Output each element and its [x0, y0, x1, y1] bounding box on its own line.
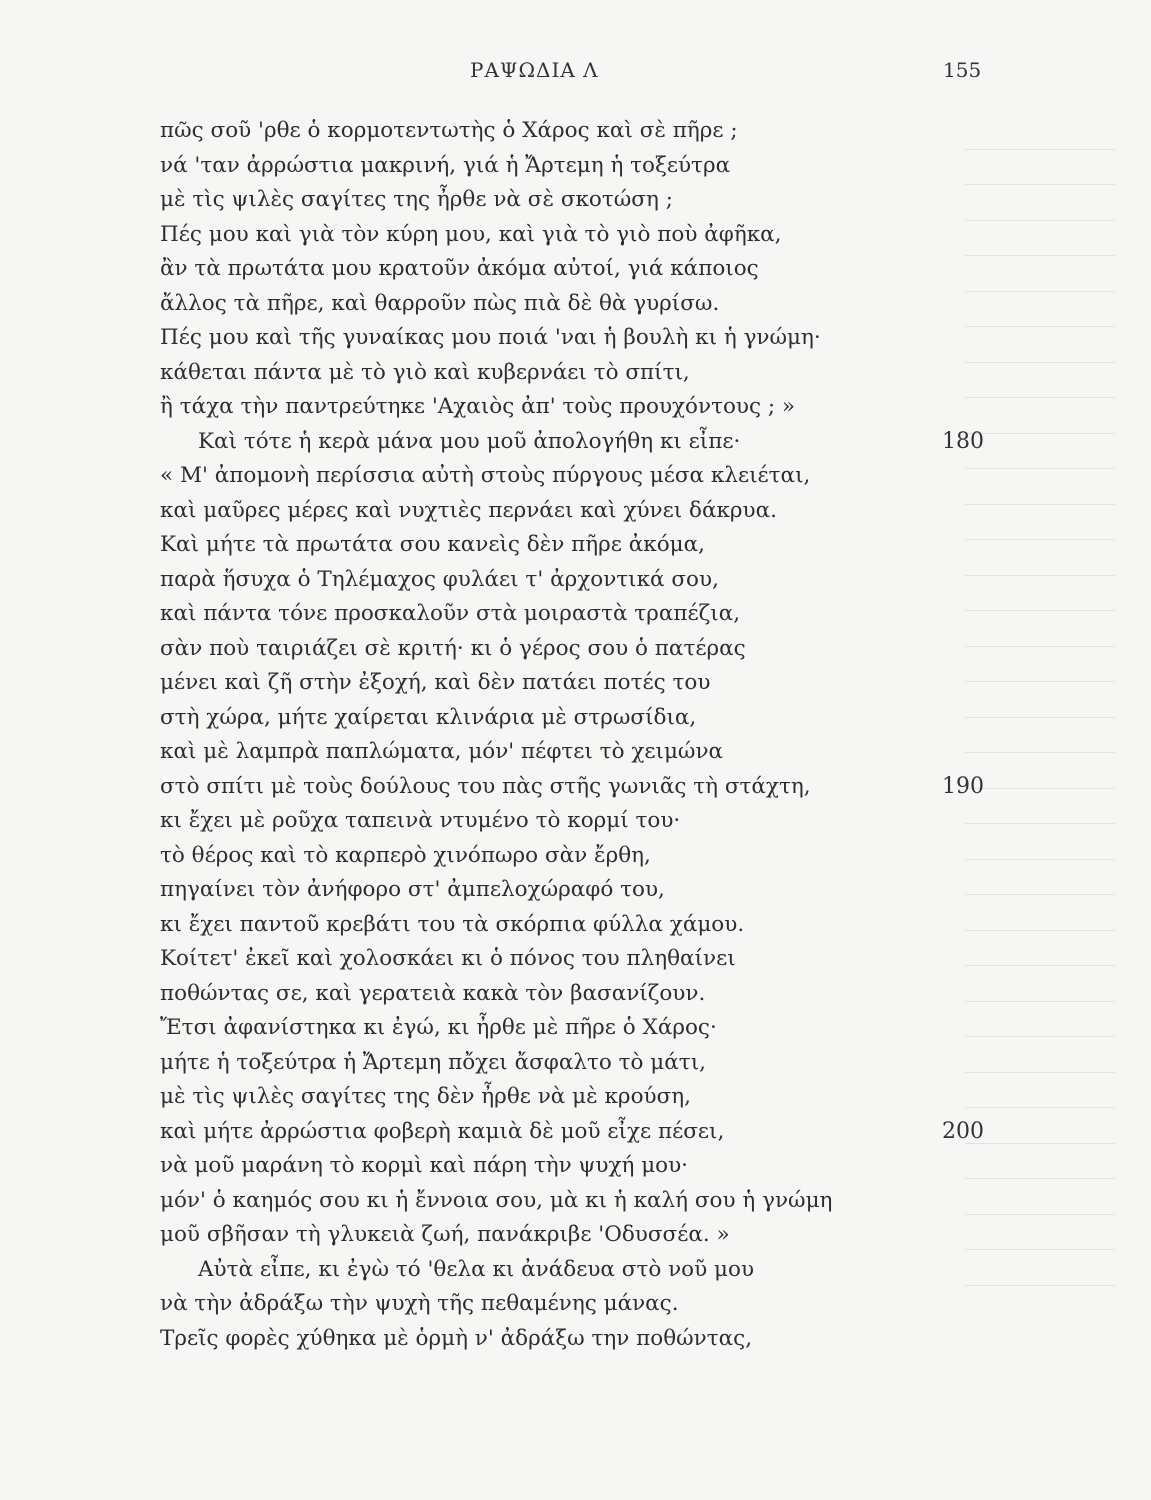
verse-line: [160, 356, 1000, 391]
verse-text: ἢ τάχα τὴν παντρεύτηκε 'Αχαιὸς ἀπ' τοὺς προυχόντους ; »: [160, 394, 796, 419]
verse-text: νὰ τὴν ἀδράξω τὴν ψυχὴ τῆς πεθαμένης μάνας.: [160, 1291, 679, 1316]
verse-text: « Μ' ἀπομονὴ περίσσια αὐτὴ στοὺς πύργους μέσα κλειέται,: [160, 463, 811, 488]
verse-text: τὸ θέρος καὶ τὸ καρπερὸ χινόπωρο σὰν ἔρθη,: [160, 842, 651, 868]
verse-text: καὶ μὲ λαμπρὰ παπλώματα, μόν' πέφτει τὸ χειμώνα: [160, 739, 724, 764]
verse-line: [160, 1322, 1000, 1357]
verse-text: ποθώντας σε, καὶ γερατειὰ κακὰ τὸν βασανίζουν.: [160, 980, 706, 1006]
verse-text: κάθεται πάντα μὲ τὸ γιὸ καὶ κυβερνάει τὸ σπίτι,: [160, 359, 690, 385]
line-number: 180: [942, 428, 984, 454]
verse-line: [160, 770, 1000, 805]
verse-line: [160, 218, 1000, 253]
page-header: [0, 58, 1151, 92]
verse-line: [160, 252, 1000, 287]
verse-text: πῶς σοῦ 'ρθε ὁ κορμοτεντωτὴς ὁ Χάρος καὶ σὲ πῆρε ;: [160, 118, 738, 143]
verse-text: μοῦ σβῆσαν τὴ γλυκειὰ ζωή, πανάκριβε 'Οδυσσέα. »: [160, 1222, 730, 1247]
verse-text: καὶ πάντα τόνε προσκαλοῦν στὰ μοιραστὰ τραπέζια,: [160, 601, 741, 626]
verse-line: [160, 1080, 1000, 1115]
verse-text: καὶ μήτε ἀρρώστια φοβερὴ καμιὰ δὲ μοῦ εἶχε πέσει,: [160, 1118, 725, 1144]
verse-line: [160, 1287, 1000, 1322]
verse-line: [160, 183, 1000, 218]
verse-line: [160, 908, 1000, 943]
verse-line: [160, 149, 1000, 184]
verse-text: μόν' ὁ καημός σου κι ἡ ἔννοια σου, μὰ κι ἡ καλή σου ἡ γνώμη: [160, 1187, 833, 1213]
verse-text: μήτε ἡ τοξεύτρα ἡ Ἄρτεμη πὄχει ἄσφαλτο τὸ μάτι,: [160, 1049, 706, 1075]
verse-text: Πές μου καὶ γιὰ τὸν κύρη μου, καὶ γιὰ τὸ γιὸ ποὺ ἀφῆκα,: [160, 221, 782, 247]
verse-text: μένει καὶ ζῆ στὴν ἐξοχή, καὶ δὲν πατάει ποτές του: [160, 670, 711, 695]
verse-text: νὰ μοῦ μαράνη τὸ κορμὶ καὶ πάρη τὴν ψυχή μου·: [160, 1153, 689, 1178]
verse-line: [160, 114, 1000, 149]
verse-line: [160, 459, 1000, 494]
verse-line: [160, 321, 1000, 356]
verse-text: Ἔτσι ἀφανίστηκα κι ἐγώ, κι ἦρθε μὲ πῆρε ὁ Χάρος·: [160, 1015, 717, 1040]
verse-text: κι ἔχει μὲ ροῦχα ταπεινὰ ντυμένο τὸ κορμί του·: [160, 808, 681, 833]
verse-line: [160, 528, 1000, 563]
verse-line: [160, 390, 1000, 425]
verse-line: [160, 1218, 1000, 1253]
verse-text: Καὶ μήτε τὰ πρωτάτα σου κανεὶς δὲν πῆρε ἀκόμα,: [160, 532, 706, 557]
verse-line: [160, 494, 1000, 529]
page-number: 155: [943, 58, 982, 82]
verse-line: [160, 977, 1000, 1012]
verse-text: Πές μου καὶ τῆς γυναίκας μου ποιά 'ναι ἡ βουλὴ κι ἡ γνώμη·: [160, 325, 821, 350]
verse-line: [160, 563, 1000, 598]
verse-text: σὰν ποὺ ταιριάζει σὲ κριτή· κι ὁ γέρος σου ὁ πατέρας: [160, 635, 746, 661]
verse-line: [160, 701, 1000, 736]
verse-text: μὲ τὶς ψιλὲς σαγίτες της ἦρθε νὰ σὲ σκοτώση ;: [160, 187, 673, 212]
line-number: 190: [942, 773, 984, 799]
verse-line: [160, 1115, 1000, 1150]
verse-line: [160, 942, 1000, 977]
verse-line: [160, 1253, 1000, 1288]
verse-text: πηγαίνει τὸν ἀνήφορο στ' ἀμπελοχώραφό του,: [160, 877, 665, 902]
verse-text: κι ἔχει παντοῦ κρεβάτι του τὰ σκόρπια φύλλα χάμου.: [160, 911, 745, 937]
verse-line: [160, 1011, 1000, 1046]
verse-text: μὲ τὶς ψιλὲς σαγίτες της δὲν ἦρθε νὰ μὲ κρούση,: [160, 1084, 691, 1109]
verse-text: καὶ μαῦρες μέρες καὶ νυχτιὲς περνάει καὶ χύνει δάκρυα.: [160, 497, 777, 523]
line-number: 200: [942, 1118, 984, 1144]
verse-line: [160, 666, 1000, 701]
running-title: ΡΑΨΩΔΙΑ Λ: [470, 58, 599, 82]
verse-line: [160, 287, 1000, 322]
verse-text: Καὶ τότε ἡ κερὰ μάνα μου μοῦ ἀπολογήθη κι εἶπε·: [198, 428, 741, 454]
verse-text: Τρεῖς φορὲς χύθηκα μὲ ὁρμὴ ν' ἀδράξω την ποθώντας,: [160, 1325, 753, 1351]
verse-line: [160, 1046, 1000, 1081]
verse-line: [160, 1149, 1000, 1184]
verse-text: στὴ χώρα, μήτε χαίρεται κλινάρια μὲ στρωσίδια,: [160, 704, 697, 730]
verse-text: στὸ σπίτι μὲ τοὺς δούλους του πὰς στῆς γωνιᾶς τὴ στάχτη,: [160, 773, 811, 799]
verse-text: νά 'ταν ἀρρώστια μακρινή, γιά ἡ Ἄρτεμη ἡ τοξεύτρα: [160, 152, 731, 178]
verse-line: [160, 1184, 1000, 1219]
verse-line: [160, 632, 1000, 667]
verse-line: [160, 804, 1000, 839]
verse-line: [160, 735, 1000, 770]
verse-line: [160, 425, 1000, 460]
verse-line: [160, 597, 1000, 632]
verse-text: παρὰ ἥσυχα ὁ Τηλέμαχος φυλάει τ' ἀρχοντικά σου,: [160, 566, 719, 592]
verse-text: ἄλλος τὰ πῆρε, καὶ θαρροῦν πὼς πιὰ δὲ θὰ γυρίσω.: [160, 290, 720, 316]
verse-text: ἂν τὰ πρωτάτα μου κρατοῦν ἀκόμα αὐτοί, γιά κάποιος: [160, 256, 759, 281]
verse-block: [160, 114, 1000, 1356]
verse-text: Αὐτὰ εἶπε, κι ἐγὼ τό 'θελα κι ἀνάδευα στὸ νοῦ μου: [198, 1256, 755, 1282]
verse-line: [160, 839, 1000, 874]
verse-line: [160, 873, 1000, 908]
verse-text: Κοίτετ' ἐκεῖ καὶ χολοσκάει κι ὁ πόνος του πληθαίνει: [160, 946, 736, 971]
